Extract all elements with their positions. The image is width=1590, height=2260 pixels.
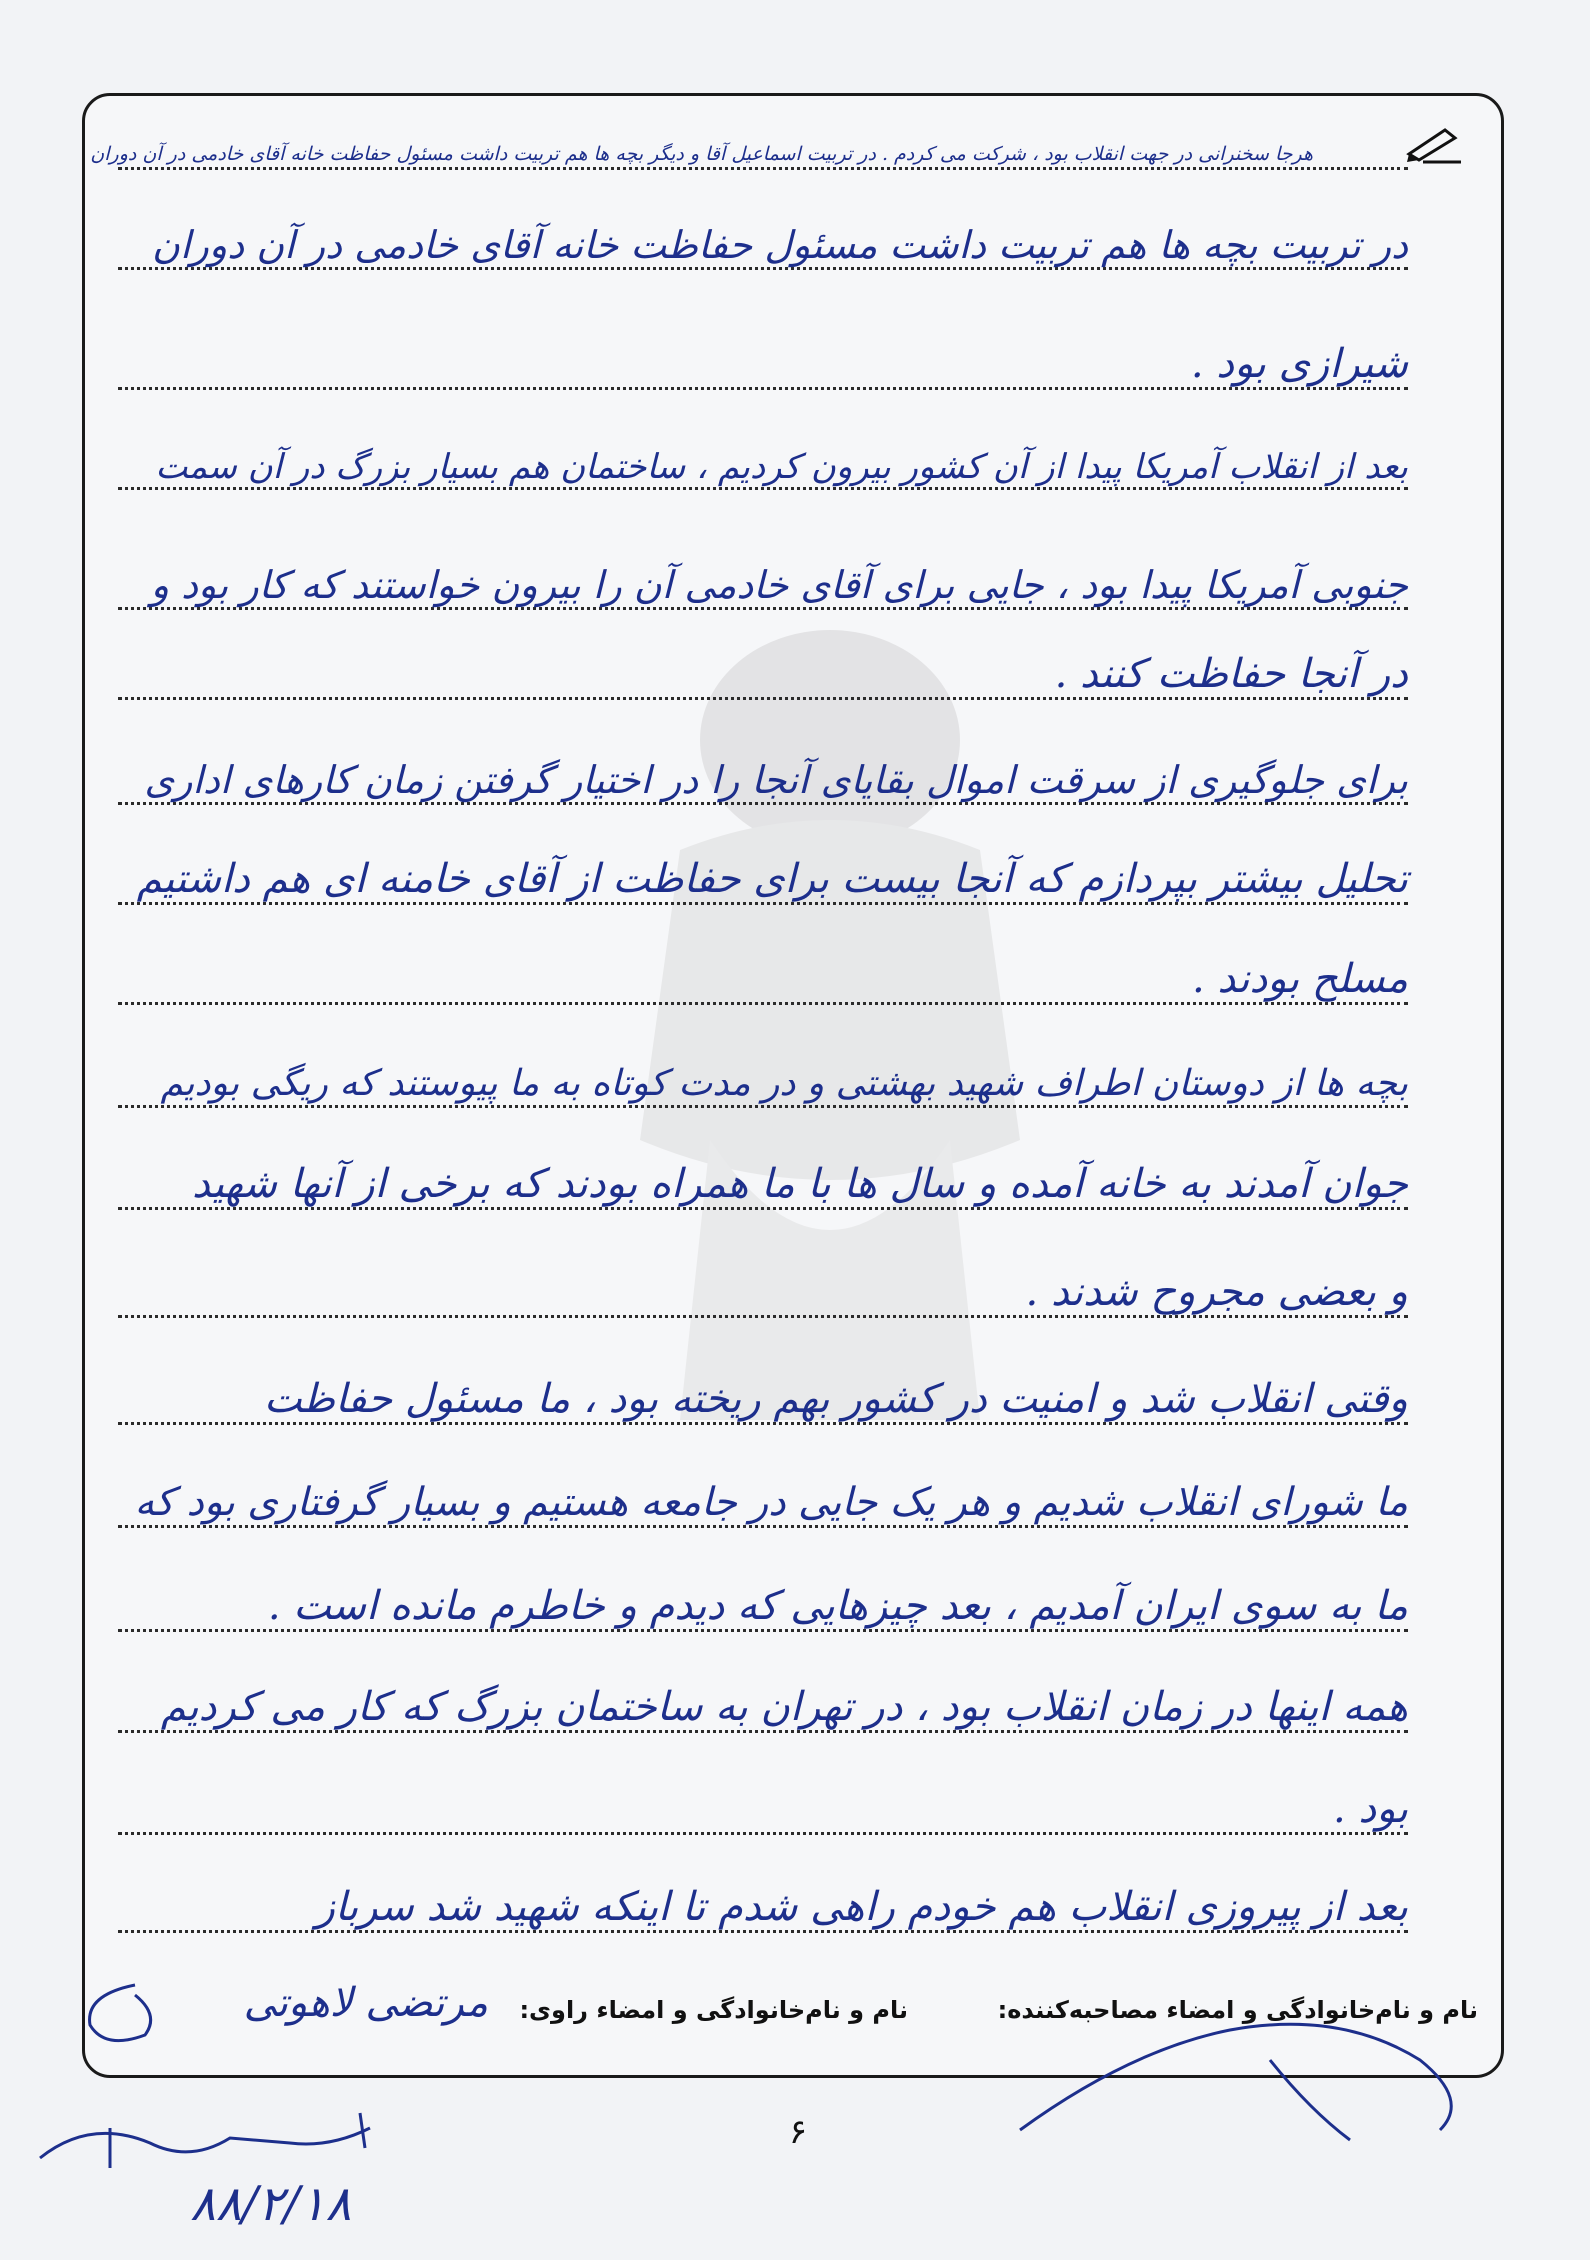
pen-icon [1405, 124, 1465, 164]
text-line-12 [118, 1258, 1408, 1318]
dotted-line [118, 167, 1408, 170]
text-line-7 [118, 745, 1408, 805]
handwritten-text: بعد از پیروزی انقلاب هم خودم راهی شدم تا اینکه شهید شد سرباز [315, 1884, 1408, 1930]
handwritten-text: ما به سوی ایران آمدیم ، بعد چیزهایی که دیدم و خاطرم مانده است . [267, 1583, 1408, 1629]
dotted-line [118, 697, 1408, 700]
dotted-line [118, 487, 1408, 490]
handwritten-text: هرجا سخنرانی در جهت انقلاب بود ، شرکت می کردم . در تربیت اسماعیل آقا و دیگر بچه ها هم تربیت داشت مسئول حفاظت خانه آقای خادمی در آن دوران [90, 143, 1313, 165]
interviewer-signature [1010, 1990, 1480, 2140]
dotted-line [118, 1629, 1408, 1632]
text-line-8 [118, 845, 1408, 905]
bottom-signature [30, 2108, 390, 2178]
handwritten-text: تحلیل بیشتر بپردازم که آنجا بیست برای حفاظت از آقای خامنه ای هم داشتیم [136, 856, 1408, 902]
dotted-line [118, 1730, 1408, 1733]
handwritten-text: مسلح بودند . [1191, 956, 1408, 1002]
signature-date: ۸۸/۲/۱۸ [190, 2176, 352, 2232]
text-line-6 [118, 640, 1408, 700]
dotted-line [118, 1105, 1408, 1108]
text-line-5 [118, 550, 1408, 610]
dotted-line [118, 1422, 1408, 1425]
text-line-13 [118, 1365, 1408, 1425]
handwritten-text: ما شورای انقلاب شدیم و هر یک جایی در جامعه هستیم و بسیار گرفتاری بود که [134, 1480, 1408, 1525]
narrator-label: نام و نام‌خانوادگی و امضاء راوی: [519, 1996, 908, 2024]
text-line-14 [118, 1468, 1408, 1528]
narrator-name: مرتضی لاهوتی [243, 1980, 488, 2026]
text-line-3 [118, 330, 1408, 390]
dotted-line [118, 1832, 1408, 1835]
dotted-line [118, 802, 1408, 805]
text-line-17 [118, 1775, 1408, 1835]
dotted-line [118, 387, 1408, 390]
dotted-line [118, 267, 1408, 270]
text-line-1 [90, 110, 1408, 170]
text-line-9 [118, 945, 1408, 1005]
text-line-4 [118, 430, 1408, 490]
dotted-line [118, 1207, 1408, 1210]
narrator-signature [75, 1975, 165, 2055]
handwritten-text: در تربیت بچه ها هم تربیت داشت مسئول حفاظت خانه آقای خادمی در آن دوران [152, 223, 1408, 267]
dotted-line [118, 1525, 1408, 1528]
handwritten-text: در آنجا حفاظت کنند . [1054, 651, 1408, 697]
page-number: ۶ [788, 2112, 808, 2152]
dotted-line [118, 1315, 1408, 1318]
dotted-line [118, 607, 1408, 610]
handwritten-text: وقتی انقلاب شد و امنیت در کشور بهم ریخته بود ، ما مسئول حفاظت [263, 1376, 1408, 1422]
handwritten-text: برای جلوگیری از سرقت اموال بقایای آنجا را در اختیار گرفتن زمان کارهای اداری [144, 758, 1408, 802]
handwritten-text: بود . [1332, 1786, 1408, 1832]
interviewer-label: نام و نام‌خانوادگی و امضاء مصاحبه‌کننده: [997, 1996, 1478, 2024]
text-line-15 [118, 1572, 1408, 1632]
handwritten-text: بعد از انقلاب آمریکا پیدا از آن کشور بیرون کردیم ، ساختمان هم بسیار بزرگ در آن سمت [155, 447, 1408, 487]
dotted-line [118, 902, 1408, 905]
text-line-10 [118, 1048, 1408, 1108]
handwritten-text: جوان آمدند به خانه آمده و سال ها با ما همراه بودند که برخی از آنها شهید [191, 1161, 1408, 1207]
text-line-18 [118, 1873, 1408, 1933]
handwritten-text: جنوبی آمریکا پیدا بود ، جایی برای آقای خادمی آن را بیرون خواستند که کار بود و [150, 563, 1408, 607]
text-line-2 [118, 210, 1408, 270]
handwritten-text: همه اینها در زمان انقلاب بود ، در تهران به ساختمان بزرگ که کار می کردیم [160, 1684, 1408, 1730]
dotted-line [118, 1930, 1408, 1933]
dotted-line [118, 1002, 1408, 1005]
handwritten-text: شیرازی بود . [1190, 341, 1408, 387]
handwritten-text: بچه ها از دوستان اطراف شهید بهشتی و در مدت کوتاه به ما پیوستند که ریگی بودیم [160, 1063, 1408, 1104]
text-line-11 [118, 1150, 1408, 1210]
text-line-16 [118, 1673, 1408, 1733]
handwritten-text: و بعضی مجروح شدند . [1025, 1269, 1408, 1315]
